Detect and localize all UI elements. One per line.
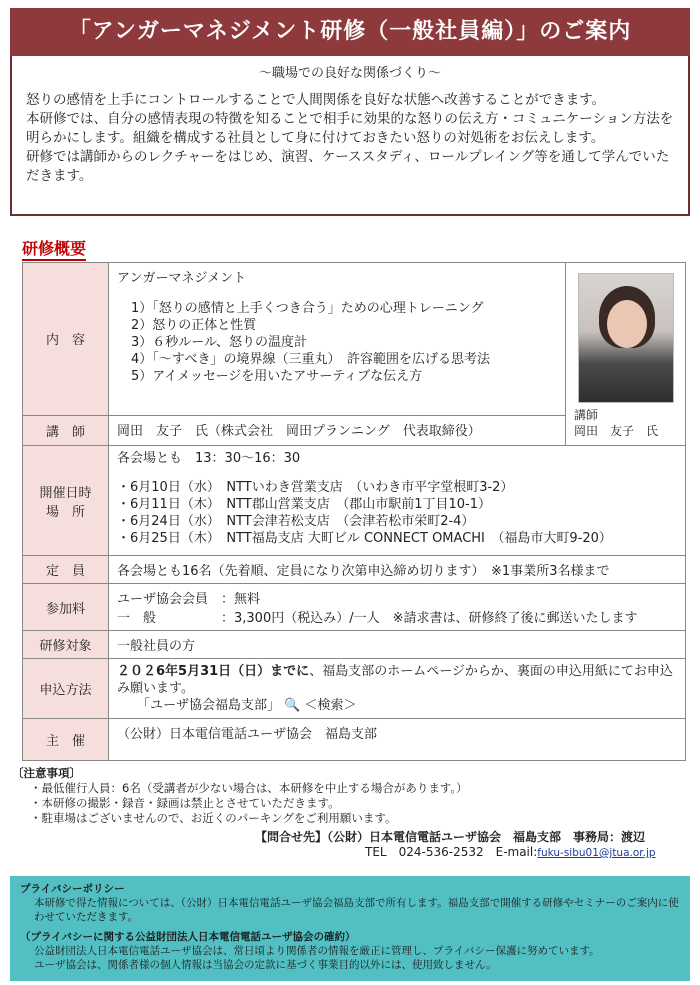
content-cell — [109, 263, 566, 416]
intro-text — [26, 91, 674, 186]
contact-section — [255, 830, 656, 861]
fee-general: 一 般 ：3,300円（税込み）/一人 ※請求書は、研修終了後に郵送いたします — [117, 611, 638, 626]
search-keyword: 「ユーザ協会福島支部」 — [137, 698, 281, 713]
privacy-heading: プライバシーポリシー — [20, 883, 125, 895]
venue-item: ・6月11日（木） NTT郡山営業支店 （郡山市駅前1丁目10-1） — [117, 497, 491, 512]
content-title: アンガーマネジメント — [117, 271, 247, 286]
content-label: 内 容 — [23, 263, 109, 416]
apply-deadline: ２０２6年5月31日（日）までに — [117, 664, 310, 679]
organizer-label: 主 催 — [23, 719, 109, 761]
schedule-label-line1: 開催日時 — [39, 485, 92, 501]
privacy-text-3: ユーザ協会は、関係者様の個人情報は当協会の定款に基づく事業目的以外には、使用致しません。 — [34, 959, 497, 971]
contact-tel-row — [255, 845, 656, 861]
overview-heading: 研修概要 — [22, 236, 86, 261]
target-row — [23, 631, 686, 659]
intro-paragraph-2: 本研修では、自分の感情表現の特徴を知ることで相手に効果的な怒りの伝え方・コミュニケーション方法を明らかにします。組織を構成する社員として身に付けておきたい怒りの対処術をお伝えします。 — [26, 111, 674, 146]
intro-paragraph-3: 研修では講師からのレクチャーをはじめ、演習、ケーススタディ、ロールプレイング等を通して学んでいただきます。 — [26, 149, 670, 184]
apply-label: 申込方法 — [23, 659, 109, 719]
intro-box — [10, 56, 690, 216]
note-item: ・本研修の撮影・録音・録画は禁止とさせていただきます。 — [30, 796, 340, 810]
content-row — [23, 263, 686, 416]
target-label: 研修対象 — [23, 631, 109, 659]
capacity-row — [23, 556, 686, 584]
page-title: 「アンガーマネジメント研修（一般社員編）」のご案内 — [10, 8, 690, 56]
venue-item: ・6月10日（水） NTTいわき営業支店 （いわき市平字堂根町3-2） — [117, 480, 514, 495]
schedule-time: 各会場とも 13：30～16：30 — [117, 451, 301, 466]
note-item: ・最低催行人員：6名（受講者が少ない場合は、本研修を中止する場合があります。） — [30, 781, 468, 795]
privacy-section — [10, 876, 690, 981]
capacity-label: 定 員 — [23, 556, 109, 584]
venue-item: ・6月24日（水） NTT会津若松支店 （会津若松市栄町2-4） — [117, 514, 475, 529]
lecturer-label: 講 師 — [23, 415, 109, 446]
list-item: 1）「怒りの感情と上手くつき合う」ための心理トレーニング — [131, 301, 484, 316]
apply-row — [23, 659, 686, 719]
fee-row — [23, 584, 686, 631]
privacy-text: 本研修で得た情報については、（公財）日本電信電話ユーザ協会福島支部で所有します。福島支部で開催する研修やセミナーのご案内に使わせていただきます。 — [34, 897, 679, 923]
fee-label: 参加料 — [23, 584, 109, 631]
list-item: 4）「～すべき」の境界線（三重丸） 許容範囲を広げる思考法 — [131, 352, 491, 367]
list-item: 2）怒りの正体と性質 — [131, 318, 257, 333]
schedule-cell — [109, 446, 686, 556]
fee-member: ユーザ協会会員 ：無料 — [117, 592, 261, 607]
search-icon: 🔍 — [284, 698, 301, 713]
note-item: ・駐車場はございませんので、お近くのパーキングをご利用願います。 — [30, 811, 397, 825]
venue-item: ・6月25日（木） NTT福島支店 大町ビル CONNECT OMACHI （福島市大町9-20） — [117, 531, 612, 546]
intro-subtitle: ～職場での良好な関係づくり～ — [258, 66, 441, 81]
schedule-row — [23, 446, 686, 556]
organizer-row — [23, 719, 686, 761]
fee-cell — [109, 584, 686, 631]
apply-text — [117, 663, 677, 697]
notes-section — [12, 766, 468, 826]
lecturer-photo — [578, 273, 674, 403]
apply-text-rest: 、福島支部のホームページからか、裏面の申込用紙にてお申込み願います。 — [117, 664, 673, 696]
apply-search-row — [117, 697, 677, 714]
list-item: 5）アイメッセージを用いたアサーティブな伝え方 — [131, 369, 423, 384]
photo-caption-name: 岡田 友子 氏 — [574, 424, 659, 438]
lecturer-photo-cell — [566, 263, 686, 446]
overview-table — [22, 262, 686, 761]
photo-face — [607, 300, 647, 348]
organizer-value: （公財）日本電信電話ユーザ協会 福島支部 — [109, 719, 686, 761]
apply-cell — [109, 659, 686, 719]
photo-caption-role: 講師 — [574, 408, 599, 422]
schedule-label-line2: 場 所 — [45, 504, 85, 520]
capacity-value: 各会場とも16名（先着順、定員になり次第申込締め切ります） ※1事業所3名様まで — [109, 556, 686, 584]
contact-line: 【問合せ先】（公財）日本電信電話ユーザ協会 福島支部 事務局：渡辺 — [255, 830, 646, 844]
lecturer-value: 岡田 友子 氏（株式会社 岡田プランニング 代表取締役） — [109, 415, 566, 446]
contact-tel: TEL 024-536-2532 E-mail: — [365, 845, 538, 859]
privacy-text-2: 公益財団法人日本電信電話ユーザ協会は、常日頃より関係者の情報を厳正に管理し、プライバシー保護に努めています。 — [34, 945, 600, 957]
list-item: 3）６秒ルール、怒りの温度計 — [131, 335, 307, 350]
notes-heading: 〔注意事項〕 — [12, 766, 81, 780]
email-link[interactable]: fuku-sibu01@jtua.or.jp — [537, 847, 656, 859]
search-suffix: ＜検索＞ — [304, 698, 357, 713]
privacy-heading-2: （プライバシーに関する公益財団法人日本電信電話ユーザ協会の確約） — [20, 931, 356, 943]
target-value: 一般社員の方 — [109, 631, 686, 659]
intro-paragraph-1: 怒りの感情を上手にコントロールすることで人間関係を良好な状態へ改善することができます。 — [26, 92, 606, 108]
schedule-label — [23, 446, 109, 556]
content-list — [117, 300, 557, 385]
